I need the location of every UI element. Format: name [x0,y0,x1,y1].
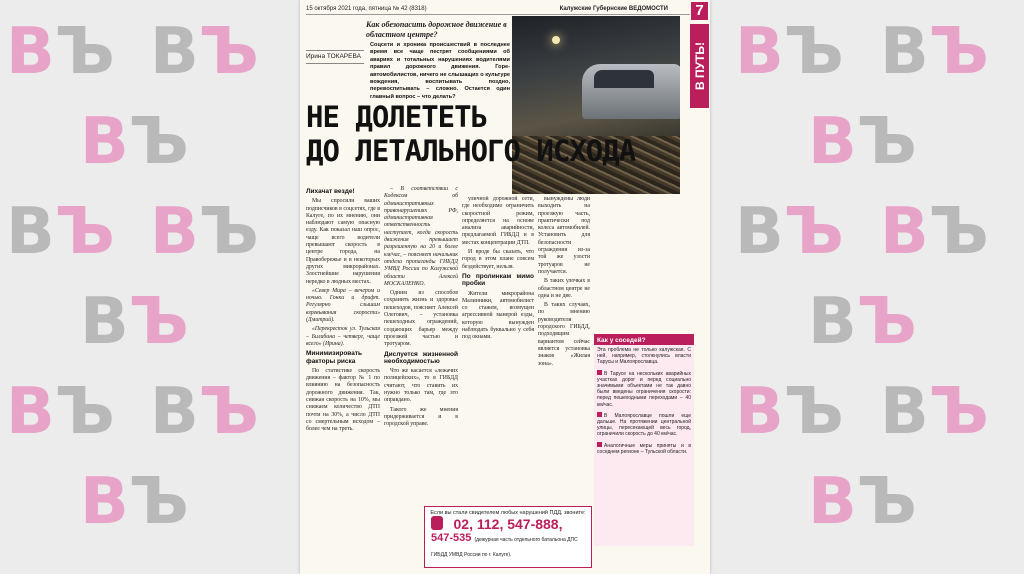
bullet-icon [597,442,602,447]
paragraph: Мы спросили ваших подписчиков в соцсетях, где в Калуге, по их мнению, они наблюдают самую опасную езду. Как показал наш опрос, чаще всего водители превышают скорость в центре города, на Правобережье и в некоторых других микрорайонах. Злостнейшие нарушения нередко в людных местах. [306,198,380,285]
page-number: 7 [691,2,708,20]
newspaper-page [300,0,710,574]
car-windshield [594,70,654,88]
paper-name: Калужские Губернские ВЕДОМОСТИ [559,6,668,12]
watermark-logo: ВЪ [880,375,989,449]
page-header [306,4,690,15]
hotline-phone-dps [425,532,591,562]
article-headline [306,100,636,168]
watermark-logo: ВЪ [735,15,844,89]
sidebar-item-text: В Тарусе на нескольких аварийных участках дорог и перед социально значимыми объектами не так давно были введены ограничения скорости: перед пешеходными переходами – 40 км/час. [597,370,691,408]
watermark-logo: ВЪ [6,195,115,269]
watermark-logo: ВЪ [735,195,844,269]
watermark-logo: ВЪ [808,105,917,179]
sidebar-item-text: Аналогичные меры приняты и в соседнем регионе – Тульской области. [597,442,691,455]
article-rubric: Как обезопасить дорожное движение в областном центре? [366,20,507,39]
article-column-1 [306,186,380,500]
neighbors-sidebar [594,334,694,546]
paragraph: Такого же мнения придерживается и в городской управе. [384,406,458,428]
hotline-box [424,506,592,568]
article-column-3 [462,196,534,502]
street-light [552,36,560,44]
watermark-logo: ВЪ [6,15,115,89]
hotline-phone-note: (дежурная часть отдельного батальона ДПС ГИБДД УМВД России по г. Калуге). [431,537,578,558]
sidebar-item [594,410,694,440]
quote: «Север Мира – вечером и ночью. Гонки и дрифт. Регулярно слышим взревывания скорости» (Дмитрий). [306,287,380,324]
sidebar-item [594,368,694,410]
issue-date: 15 октября 2021 года, пятница № 42 (8318) [306,6,427,12]
paragraph: – В соответствии с Кодексом об административных правонарушениях РФ, административная ответственность наступает, когда скорость движения превышает разрешенную на 20 и более км/час, – поясняет начальник отдела пропаганды ГИБДД УМВД России по Калужской области Алексей МОСКАЛЕНКО. [384,186,458,287]
phone-icon [431,516,443,530]
watermark-logo: ВЪ [735,375,844,449]
hotline-phone-number: 547-535 [431,532,472,544]
sidebar-item-text: В Малоярославце пошли еще дальше. На протяжении центральной улицы, пересекающей весь город, ограничили скорость до 40 км/час. [597,412,691,438]
paragraph: Жители микрорайона Малинники, автомобилист со стажем, возмущен агрессивной манерой езды, которую вынужден наблюдать буквально у себя под окнами. [462,290,534,341]
article-author: Ирина ТОКАРЕВА [306,50,364,64]
paragraph: В таких улочках в областном центре не одна и не две. [538,278,590,299]
paragraph: В таких случаях, по мнению руководителя городского ГИБДД, подходящим вариантом сейчас является установка знаков «Жилая зона». [538,302,590,367]
hotline-title: Если вы стали свидетелем любых нарушений ПДД, звоните: [430,510,586,516]
paragraph: Что же касается «лежачих полицейских», то в ГИБДД считают, что ставить их нужно только там, где это оправдано. [384,368,458,404]
subheading: По пролинкам мимо пробки [462,272,534,288]
watermark-logo: ВЪ [880,195,989,269]
subheading: Лихачат везде! [306,188,355,195]
article-column-2 [384,186,458,504]
headline-line-2: ДО ЛЕТАЛЬНОГО ИСХОДА [306,134,636,168]
headline-line-1: НЕ ДОЛЕТЕТЬ [306,100,488,134]
sidebar-title: Как у соседей? [594,336,694,345]
section-label-text: В ПУТЬ! [692,41,707,91]
watermark-logo: ВЪ [880,15,989,89]
watermark-logo: ВЪ [80,465,189,539]
paragraph: Одним из способов сохранить жизнь и здоровье пешеходов, поясняет Алексей Олегович, – установка пешеходных ограждений, создающих барьер между проезжей частью и тротуаром. [384,290,458,348]
paragraph: вынуждены люди выходить на проезжую часть, практически под колеса автомобилей. Установить для безопасности ограждения из-за той же узости тротуаров не получается. [538,196,590,275]
bullet-icon [597,412,602,417]
watermark-logo: ВЪ [808,285,917,359]
watermark-logo: ВЪ [150,15,259,89]
subheading: Дислуется жизненной необходимостью [384,350,458,365]
sidebar-intro: Эта проблема не только калужская. С ней, например, столкнулись власти Тарусы и Малоярославца. [597,347,691,366]
subheading: Минимизировать факторы риска [306,350,363,365]
paragraph: И вроде бы сказать, что город в этом плане совсем бездействует, нельзя. [462,249,534,270]
section-label [690,24,709,108]
sidebar-item [594,440,694,457]
watermark-logo: ВЪ [808,465,917,539]
paragraph: По статистике скорость движения – фактор № 1 по влиянию на безопасность дорожного движения. Так, снижая скорость на 10%, мы снижаем количество ДТП почти на 30%, а число ДТП со смертельным исходом – более чем на треть. [306,367,380,433]
bullet-icon [597,370,602,375]
article-column-4 [538,196,590,502]
watermark-logo: ВЪ [150,195,259,269]
watermark-logo: ВЪ [80,105,189,179]
paragraph: уличной дорожной сети, где необходимо ограничить скоростной режим, определяется на основе анализа аварийности, предлагаемой ГИБДД и в местах концентрации ДТП. [462,196,534,246]
watermark-logo: ВЪ [80,285,189,359]
watermark-logo: ВЪ [6,375,115,449]
article-lead: Соцсети и хроника происшествий в последнее время все чаще пестрят сообщениями об авариях и тотальных нарушениях водителями правил дорожного движения. Горе-автомобилистов, ничего не слышащих о культуре вождения, воспитывать поздно, перевоспитывать – сложно. Остается один главный вопрос – что делать? [370,42,510,100]
hotline-phones: 02, 112, 547-888, [453,516,563,532]
quote: «Перекресток ул. Тульская – Билибина – четверг, чаще всего» (Ирина). [306,326,380,347]
watermark-logo: ВЪ [150,375,259,449]
